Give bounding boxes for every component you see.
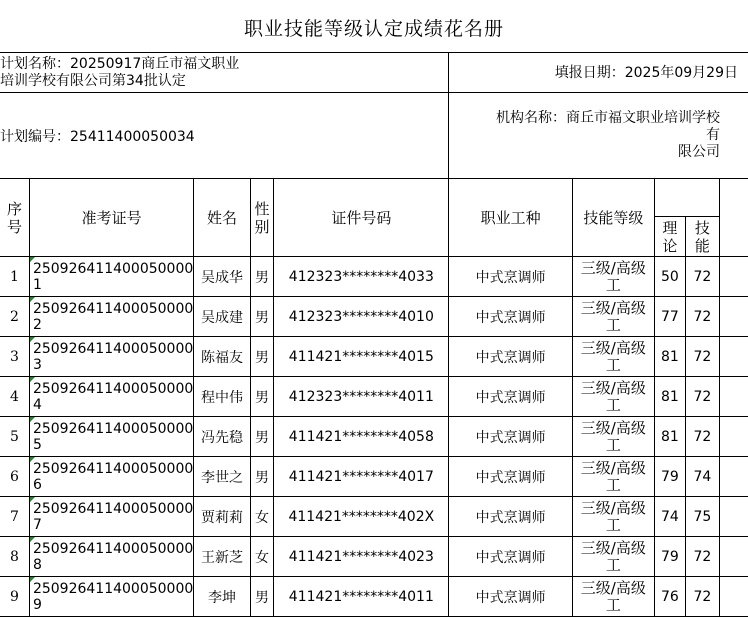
exam-id-text: 250926411400050000 6 [32,460,194,493]
row-id-number: 412323********4010 [274,297,449,337]
row-id-number: 411421********4023 [274,537,449,577]
table-row [0,577,748,617]
row-skill-level: 三级/高级 工 [573,497,655,537]
row-gender: 男 [250,337,274,377]
row-skill-score: 72 [686,417,719,457]
plan-number: 计划编号：25411400050034 [0,128,195,145]
row-blank [719,377,748,417]
row-gender: 女 [250,497,274,537]
table-row [0,297,748,337]
cell-marker-icon [30,337,35,342]
row-gender: 男 [250,257,274,297]
blank-cell [719,179,748,257]
row-skill-score: 72 [686,377,719,417]
row-occupation: 中式烹调师 [449,457,573,497]
row-name: 吴成建 [194,297,250,337]
row-occupation: 中式烹调师 [449,577,573,617]
row-name: 吴成华 [194,257,250,297]
row-theory-score: 81 [654,337,686,377]
row-seq: 2 [0,297,29,337]
row-theory-score: 79 [654,537,686,577]
header-id-number: 证件号码 [274,179,449,257]
header-theory: 理 论 [654,217,686,257]
row-gender: 男 [250,457,274,497]
header-skill: 技 能 [686,217,719,257]
row-blank [719,577,748,617]
row-id-number: 412323********4011 [274,377,449,417]
row-theory-score: 79 [654,457,686,497]
row-blank [719,457,748,497]
row-skill-level: 三级/高级 工 [573,417,655,457]
row-skill-level: 三级/高级 工 [573,457,655,497]
table-row [0,497,748,537]
table-row [0,337,748,377]
row-name: 冯先稳 [194,417,250,457]
cell-marker-icon [30,497,35,502]
row-name: 贾莉莉 [194,497,250,537]
fill-date: 填报日期：2025年09月29日 [554,65,738,81]
row-skill-level: 三级/高级 工 [573,257,655,297]
row-skill-score: 72 [686,257,719,297]
row-id-number: 411421********4015 [274,337,449,377]
row-occupation: 中式烹调师 [449,417,573,457]
plan-name: 计划名称：20250917商丘市福文职业 培训学校有限公司第34批认定 [0,56,240,89]
row-id-number: 411421********4017 [274,457,449,497]
row-seq: 1 [0,257,29,297]
header-occupation: 职业工种 [449,179,573,257]
row-theory-score: 81 [654,377,686,417]
row-gender: 男 [250,297,274,337]
exam-id-text: 250926411400050000 9 [32,580,194,613]
exam-id-text: 250926411400050000 5 [32,420,194,453]
exam-id-text: 250926411400050000 7 [32,500,194,533]
row-id-number: 411421********402X [274,497,449,537]
row-blank [719,417,748,457]
row-occupation: 中式烹调师 [449,497,573,537]
row-skill-level: 三级/高级 工 [573,377,655,417]
exam-id-text: 250926411400050000 8 [32,540,194,573]
row-name: 李坤 [194,577,250,617]
cell-marker-icon [30,377,35,382]
row-theory-score: 81 [654,417,686,457]
page-title: 职业技能等级认定成绩花名册 [243,18,504,40]
plan-number-cell [0,93,449,179]
row-occupation: 中式烹调师 [449,297,573,337]
cell-marker-icon [30,537,35,542]
org-name-cell [449,93,748,179]
row-skill-score: 72 [686,297,719,337]
row-exam-id [29,417,193,457]
row-exam-id [29,297,193,337]
row-seq: 5 [0,417,29,457]
row-name: 程中伟 [194,377,250,417]
row-name: 李世之 [194,457,250,497]
row-skill-score: 75 [686,497,719,537]
row-occupation: 中式烹调师 [449,257,573,297]
cell-marker-icon [30,257,35,262]
cell-marker-icon [30,297,35,302]
row-skill-score: 72 [686,577,719,617]
row-blank [719,297,748,337]
row-blank [719,337,748,377]
row-exam-id [29,537,193,577]
row-id-number: 412323********4033 [274,257,449,297]
row-name: 陈福友 [194,337,250,377]
row-id-number: 411421********4058 [274,417,449,457]
row-occupation: 中式烹调师 [449,537,573,577]
header-name: 姓名 [194,179,250,257]
row-seq: 8 [0,537,29,577]
cell-marker-icon [30,457,35,462]
row-theory-score: 50 [654,257,686,297]
row-skill-level: 三级/高级 工 [573,297,655,337]
table-row [0,537,748,577]
plan-name-cell [0,53,449,93]
row-skill-level: 三级/高级 工 [573,577,655,617]
header-score-group [654,179,719,217]
row-theory-score: 77 [654,297,686,337]
row-exam-id [29,257,193,297]
row-skill-level: 三级/高级 工 [573,537,655,577]
table-row [0,377,748,417]
header-gender: 性 别 [250,179,274,257]
row-exam-id [29,457,193,497]
row-gender: 男 [250,377,274,417]
row-blank [719,257,748,297]
row-exam-id [29,377,193,417]
row-blank [719,537,748,577]
row-id-number: 411421********4011 [274,577,449,617]
row-gender: 男 [250,417,274,457]
row-name: 王新芝 [194,537,250,577]
row-seq: 7 [0,497,29,537]
row-seq: 4 [0,377,29,417]
row-skill-level: 三级/高级 工 [573,337,655,377]
row-exam-id [29,577,193,617]
row-exam-id [29,497,193,537]
row-occupation: 中式烹调师 [449,337,573,377]
row-theory-score: 74 [654,497,686,537]
row-gender: 女 [250,537,274,577]
exam-id-text: 250926411400050000 4 [32,380,194,413]
row-skill-score: 72 [686,337,719,377]
row-exam-id [29,337,193,377]
row-theory-score: 76 [654,577,686,617]
header-seq: 序 号 [0,179,29,257]
header-exam-id: 准考证号 [29,179,193,257]
cell-marker-icon [30,577,35,582]
row-gender: 男 [250,577,274,617]
row-seq: 3 [0,337,29,377]
row-skill-score: 72 [686,537,719,577]
org-name: 机构名称：商丘市福文职业培训学校有 限公司 [496,110,720,160]
row-occupation: 中式烹调师 [449,377,573,417]
exam-id-text: 250926411400050000 2 [32,300,194,333]
exam-id-text: 250926411400050000 3 [32,340,194,373]
cell-marker-icon [30,417,35,422]
row-skill-score: 74 [686,457,719,497]
fill-date-cell [449,53,748,93]
table-row [0,457,748,497]
roster-table [0,52,748,617]
exam-id-text: 250926411400050000 1 [32,260,194,293]
table-row [0,417,748,457]
table-row [0,257,748,297]
row-blank [719,497,748,537]
row-seq: 9 [0,577,29,617]
row-seq: 6 [0,457,29,497]
header-skill-level: 技能等级 [573,179,655,257]
